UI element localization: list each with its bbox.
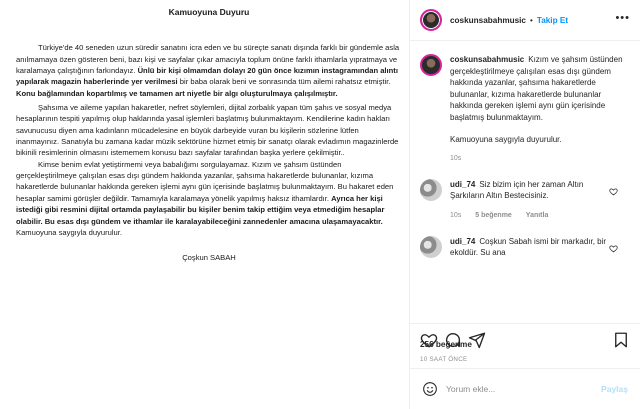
avatar[interactable]	[420, 236, 442, 258]
comment-input[interactable]	[446, 384, 601, 394]
caption	[420, 54, 630, 165]
more-options-icon[interactable]: •••	[615, 12, 630, 24]
caption-text-2: Kamuoyuna saygıyla duyurulur.	[450, 134, 562, 144]
avatar[interactable]	[420, 9, 442, 31]
document-paragraph-2: Şahsıma ve aileme yapılan hakaretler, nefret söylemleri, dijital zorbalık yapan tüm şahıs ve sosyal medya hesaplarının tespiti yapılmış olup haklarında yasal işlemleri başlatmış bulunmaktayım. Kendilerine kadın hakları savunucusu diyen ama kadınların mücadelesine en büyük darbeyide vuran bu kişilerin sözlerine lütfen inanmayınız. Sanatıyla bu zamana kadar müzik sektörüne hizmet etmiş bir sanatçı olarak evladımın magazinlerde bikinili resimlerinin olmasını istememem konusu bazı sayfalar tarafından başka yerlere çekilmiştir..	[16, 103, 399, 158]
bookmark-icon[interactable]	[612, 331, 630, 349]
post-timestamp: 10 SAAT ÖNCE	[420, 356, 468, 363]
comment-likes[interactable]: 5 beğenme	[475, 211, 512, 219]
header-separator: •	[530, 15, 533, 25]
caption-username[interactable]: coskunsabahmusic	[450, 55, 525, 64]
comment-heart-icon[interactable]	[609, 244, 618, 253]
likes-count[interactable]: 256 beğenme	[420, 340, 472, 349]
document-paragraph-1: Türkiye'de 40 seneden uzun süredir sanatını icra eden ve bu süreçte sanatı dışında farklı bir gündemle asla anılmamaya özen gösteren beni, bazı kişi ve sayfalar çıkar amacıyla toplum önüne farklı ithamlarla yıpratmaya ve karalamaya çalıştığının farkındayız. Ünlü bir kişi olmamdan dolayı 20 gün önce kızımın instagramından alıntı yapılarak magazin haberlerinde yer verilmesi bir baba olarak beni ve sonrasında tüm ailemi rahatsız etmiştir. Konu bağlamından kopartılmış ve tamamen art niyetle bir algı oluşturulmaya çalışılmıştır.	[16, 43, 400, 98]
header-username[interactable]: coskunsabahmusic	[450, 15, 526, 25]
caption-time: 10s	[450, 155, 462, 163]
add-comment-bar	[410, 368, 640, 409]
statement-document	[16, 0, 402, 264]
post-side-panel	[410, 0, 640, 409]
follow-button[interactable]: Takip Et	[536, 15, 569, 25]
document-signature: Çoşkun SABAH	[182, 253, 236, 263]
comment-item	[420, 236, 630, 259]
comment-username[interactable]: udi_74	[450, 236, 476, 246]
document-paragraph-3: Kimse benim evlat yetiştirmemi veya babalığımı sorgulayamaz. Kızım ve şahsım üstünden gerçekleştirilmeye çalışılan esas dışı gündem hakkında yazanlar, şahsıma hakaretlerde bulunanlar, kızıma hakaretlerde bulunanlar hakkında gereken işlemi aynı gün içerisinde başlatmış bulunmaktayım. Bu hakaret eden hesaplar samimi görüşler değildir. Tamamıyla karalamaya yönelik yapılmış haksız ithamlardır. Ayrıca her kişi istediği gibi resmini dijital ortamda paylaşabilir bu kişiler benim takip ettiğim veya etmediğim hesaplar olabilir. Bu esas dışı gündem ve ithamlar ile karalayabileceğini zannedenler amacına ulaşamayacaktır.	[16, 159, 394, 226]
emoji-icon[interactable]	[422, 381, 438, 397]
comment-text: Coşkun Sabah ismi bir markadır, bir ekoldür. Su ana	[450, 236, 607, 258]
document-closing: Kamuoyuna saygıyla duyurulur.	[16, 227, 122, 237]
reply-button[interactable]: Yanıtla	[525, 211, 549, 219]
comments-list[interactable]	[410, 42, 640, 323]
document-title: Kamuoyuna Duyuru	[168, 7, 250, 17]
post-header	[410, 0, 640, 41]
comment-text: Siz bizim için her zaman Altın Şarkıların Altın Bestecisiniz.	[450, 179, 584, 201]
comment-username[interactable]: udi_74	[450, 179, 476, 189]
avatar[interactable]	[420, 179, 442, 201]
comment-time: 10s	[450, 211, 462, 219]
avatar[interactable]	[420, 54, 442, 76]
comment-heart-icon[interactable]	[609, 187, 618, 196]
comment-item	[420, 179, 630, 222]
caption-text: Kızım ve şahsım üstünden gerçekleştirilmeye çalışılan esas dışı gündem hakkında yazanlar, şahsıma hakaretlerde bulunanlar, kızıma hakaretlerde bulunanlar hakkında gereken işlemi aynı gün içerisinde başlatmış bulunmaktayım.	[450, 55, 623, 122]
post-comment-button[interactable]: Paylaş	[601, 384, 628, 394]
